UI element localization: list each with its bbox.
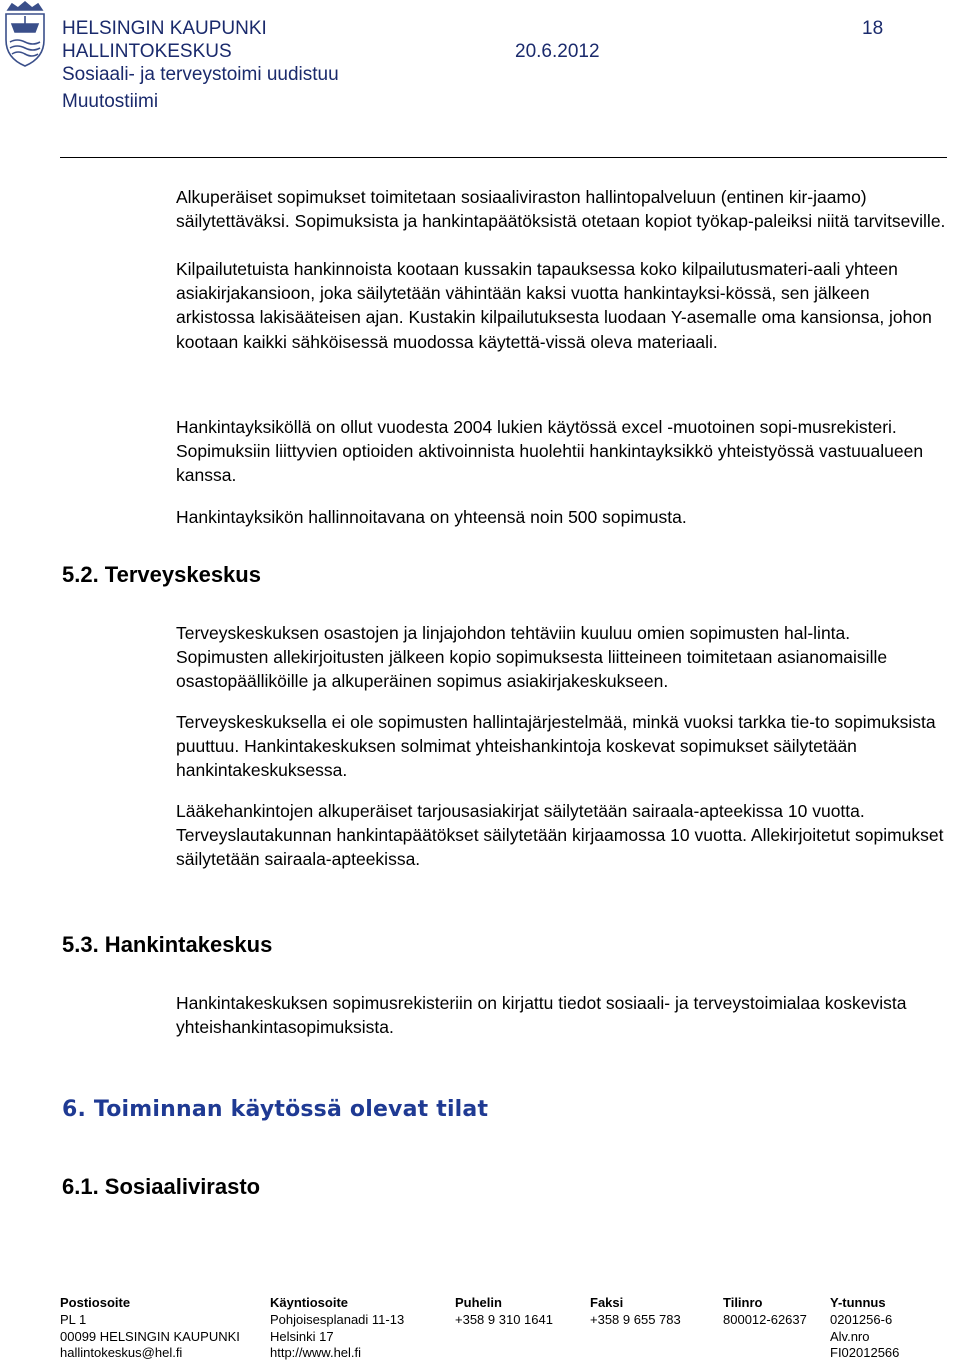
paragraph: Alkuperäiset sopimukset toimitetaan sosiaaliviraston hallintopalveluun (entinen kir-jaamo) säilytettäväksi. Sopimuksista ja hankintapäätöksistä otetaan kopiot työkap-paleiksi niitä tarvitseville. (176, 187, 946, 232)
document-date: 20.6.2012 (515, 41, 600, 62)
footer-business-id: Y-tunnus 0201256-6 Alv.nro FI02012566 (830, 1295, 900, 1361)
helsinki-coat-of-arms-icon (0, 0, 50, 70)
paragraph: Terveyskeskuksen osastojen ja linjajohdon tehtäviin kuuluu omien sopimusten hal-linta. Sopimusten allekirjoitusten jälkeen kopio sopimuksesta liitteineen toimitetaan asianomaisille osastopäälliköille ja alkuperäinen sopimus asiakirjakeskukseen. (176, 623, 888, 692)
paragraph: Hankintayksikön hallinnoitavana on yhteensä noin 500 sopimusta. (176, 507, 687, 527)
footer-postal-address: Postiosoite PL 1 00099 HELSINGIN KAUPUNKI hallintokeskus@hel.fi (60, 1295, 240, 1361)
section-heading: 5.2. Terveyskeskus (62, 562, 261, 587)
paragraph: Hankintakeskuksen sopimusrekisteriin on kirjattu tiedot sosiaali- ja terveystoimialaa koskevista yhteishankintasopimuksista. (176, 993, 907, 1038)
footer-account: Tilinro 800012-62637 (723, 1295, 807, 1327)
organization-name: HELSINGIN KAUPUNKI (62, 18, 267, 39)
footer-fax: Faksi +358 9 655 783 (590, 1295, 681, 1327)
footer-phone: Puhelin +358 9 310 1641 (455, 1295, 553, 1327)
group-name: Muutostiimi (62, 91, 159, 112)
unit-name: HALLINTOKESKUS (62, 41, 232, 62)
header-divider (60, 157, 947, 158)
chapter-heading: 6. Toiminnan käytössä olevat tilat (62, 1097, 489, 1122)
paragraph: Lääkehankintojen alkuperäiset tarjousasiakirjat säilytetään sairaala-apteekissa 10 vuotta. Terveyslautakunnan hankintapäätökset säilytetään kirjaamossa 10 vuotta. Allekirjoitetut sopimukset säilytetään sairaala-apteekissa. (176, 801, 944, 870)
paragraph: Kilpailutetuista hankinnoista kootaan kussakin tapauksessa koko kilpailutusmateri-aali yhteen asiakirjakansioon, joka säilytetään vähintään kaksi vuotta hankintayksi-kössä, sen jälkeen arkistossa lakisääteisen ajan. Kustakin kilpailutuksesta luodaan Y-asemalle oma kansionsa, johon kootaan kaikki sähköisessä muodossa käytettä-vissä oleva materiaali. (176, 259, 932, 352)
paragraph: Hankintayksiköllä on ollut vuodesta 2004 lukien käytössä excel -muotoinen sopi-musrekisteri. Sopimuksiin liittyvien optioiden aktivoinnista huolehtii hankintayksikkö yhteistyössä vastuualueen kanssa. (176, 417, 924, 486)
section-heading: 6.1. Sosiaalivirasto (62, 1174, 261, 1199)
project-name: Sosiaali- ja terveystoimi uudistuu (62, 64, 339, 85)
paragraph: Terveyskeskuksella ei ole sopimusten hallintajärjestelmää, minkä vuoksi tarkka tie-to sopimuksista puuttuu. Hankintakeskuksen solmimat yhteishankintoja koskevat sopimukset säilytetään hankintakeskuksessa. (176, 712, 936, 781)
section-heading: 5.3. Hankintakeskus (62, 932, 273, 957)
page-number: 18 (862, 18, 884, 39)
footer-visiting-address: Käyntiosoite Pohjoisesplanadi 11-13 Helsinki 17 http://www.hel.fi (270, 1295, 405, 1361)
